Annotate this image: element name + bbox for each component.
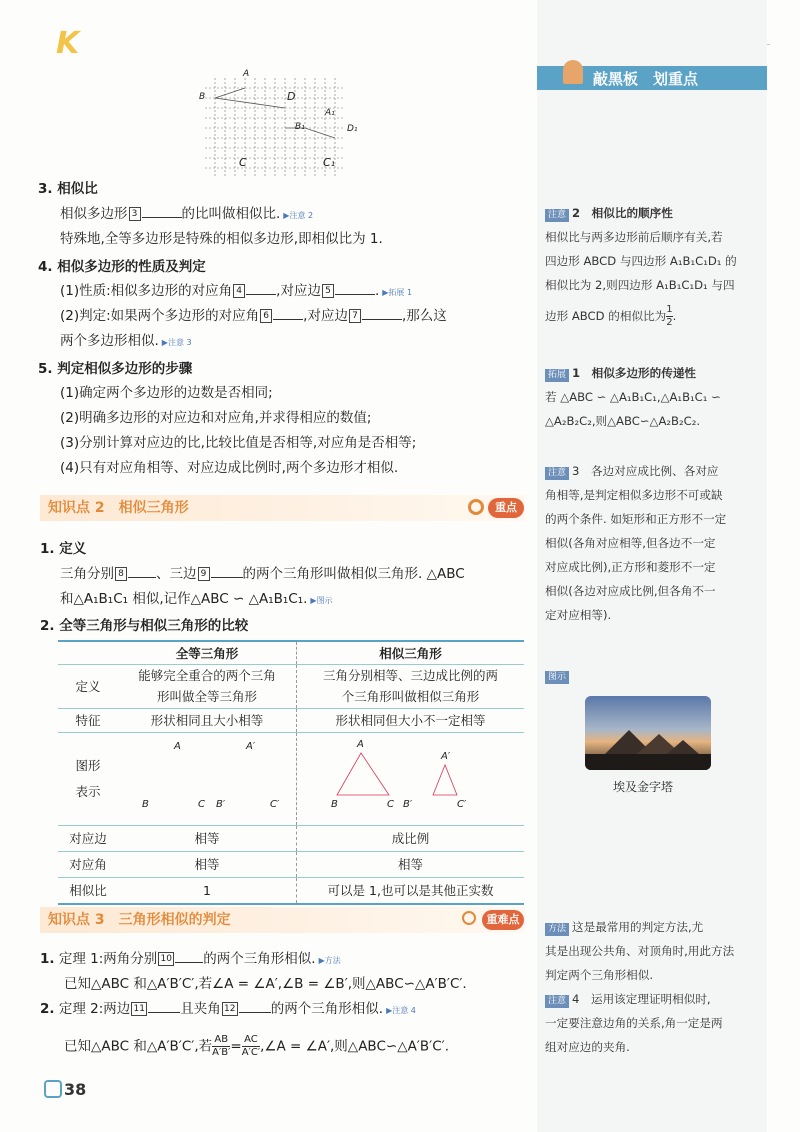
sm-label-c2: C′ [457,798,467,810]
fraction-one-half-den: 2 [666,317,673,328]
kp2-def-line2 [60,590,333,610]
pyramids-image [585,696,711,770]
kp3-title: 知识点 3 三角形相似的判定 [48,912,231,928]
note3-line1 [545,460,719,482]
method-line1 [545,916,703,938]
ext1-line2: △A₂B₂C₂,则△ABC∽△A₂B₂C₂. [545,414,701,428]
note2-line3: 相似比为 2,则四边形 A₁B₁C₁D₁ 与四 [545,278,735,292]
method-tag[interactable]: ▶方法 [318,956,341,965]
equals-sign: = [230,1038,242,1055]
similar-figure [297,733,523,825]
kp3-t2-num: 2. [40,1001,55,1017]
blank-6[interactable] [273,307,303,320]
sec4-line2 [60,307,447,326]
note-tag[interactable]: ▶注意 3 [161,338,192,347]
extend-tag[interactable]: ▶拓展 1 [382,288,413,297]
blank-12[interactable] [239,1000,271,1013]
row-label-side: 对应边 [69,831,107,846]
blank-number-5: 5 [322,284,334,298]
method-line3: 判定两个三角形相似. [545,968,654,982]
cell-side-congruent: 相等 [194,831,220,846]
target-icon [468,499,484,515]
method-l1: 这是最常用的判定方法,尤 [572,920,704,934]
blank-number-4: 4 [233,284,245,298]
cell-feat-congruent: 形状相同且大小相等 [150,713,264,728]
sec3-text-a: 相似多边形 [60,206,128,222]
cell-angle-similar: 相等 [297,851,525,877]
note2-l4a: 边形 ABCD 的相似比为 [545,309,667,323]
blank-5[interactable] [335,282,375,295]
ext1-line1: 若 △ABC ∽ △A₁B₁C₁,△A₁B₁C₁ ∽ [545,390,721,404]
cg-label-a: A [174,740,181,752]
kp2-def-title: 定义 [59,541,87,557]
def2-line-b: 个三角形叫做相似三角形 [341,689,480,704]
sm-label-c: C [387,798,394,810]
sec4-line1 [60,282,412,302]
fraction-ab [212,1034,230,1059]
kp3-theorem2 [40,1000,416,1020]
blank-7[interactable] [362,307,402,320]
note4-line3: 组对应边的夹角. [545,1040,630,1054]
cell-def-congruent [118,664,297,708]
pyramids-caption: 埃及金字塔 [613,780,674,794]
sec5-step2: (2)明确多边形的对应边和对应角,并求得相应的数值; [60,410,372,426]
note3-l1: 3 各边对应成比例、各对应 [572,464,719,478]
note2-line2: 四边形 ABCD 与四边形 A₁B₁C₁D₁ 的 [545,254,737,268]
kp3-t2b: 且夹角 [180,1001,221,1017]
fraction-ac [242,1034,260,1059]
grid-label-c1: C₁ [323,156,336,169]
blank-9[interactable] [211,565,243,578]
cell-feat-similar: 形状相同但大小不一定相等 [297,708,525,732]
kp3-t2-l2a: 已知△ABC 和△A′B′C′,若 [64,1038,213,1055]
sec5-step1: (1)确定两个多边形的边数是否相同; [60,385,273,401]
note3-line5: 对应成比例),正方形和菱形不一定 [545,560,716,574]
note-icon-tag: 注意 [545,995,569,1008]
kp2-compare-num: 2. [40,618,55,634]
note-tag[interactable]: ▶注意 2 [283,211,314,220]
kp2-def-line1 [60,565,465,584]
kp2-d1c: 的两个三角形叫做相似三角形. △ABC [242,566,465,582]
fraction-ab-den: A′B′ [212,1047,231,1058]
comparison-table-grid [58,642,524,903]
page-number-icon [44,1080,62,1098]
sec4-l1c: . [374,283,380,299]
blank-number-3: 3 [129,207,141,221]
cell-figure-congruent [118,732,297,825]
table-bottom-rule [58,903,524,905]
note-icon-tag: 注意 [545,467,569,480]
cg-label-c2: C′ [270,798,280,810]
sec3-text-b: 的比叫做相似比. [181,206,281,222]
note-tag[interactable]: ▶注意 4 [386,1006,416,1015]
kp3-t2-l2b: ,∠A = ∠A′,则△ABC∽△A′B′C′. [260,1038,449,1055]
search-icon [462,911,476,925]
grid-figure [199,69,358,178]
method-line2: 其是出现公共角、对顶角时,用此方法 [545,944,735,958]
sm-label-a2: A′ [441,750,451,762]
note2-line4 [545,304,676,329]
note4-line1 [545,988,711,1010]
note4-line2: 一定要注意边角的关系,角一定是两 [545,1016,723,1030]
row-label-figure [58,732,118,825]
sec4-l2c: ,那么这 [401,308,447,324]
sm-label-b2: B′ [403,798,413,810]
key-point-badge: 重点 [488,498,524,518]
sec3-heading [38,180,98,199]
blank-8[interactable] [128,565,156,578]
blank-number-6: 6 [260,309,272,323]
sec5-title: 判定相似多边形的步骤 [57,361,193,377]
similar-triangles-svg [297,733,523,825]
grid-label-a: A [243,69,250,79]
kp3-theorem2-example [64,1034,449,1059]
kp3-t1b: 的两个三角形相似. [203,951,316,967]
ext1-title-line [545,362,696,384]
extend-icon-tag: 拓展 [545,369,569,382]
kp2-d1a: 三角分别 [60,566,114,582]
th-congruent: 全等三角形 [175,645,239,661]
note2-title-line [545,202,673,224]
sec5-heading [38,360,192,379]
th-similar: 相似三角形 [297,642,525,664]
cell-ratio-similar: 可以是 1,也可以是其他正实数 [297,877,525,903]
kp2-def-heading [40,540,86,559]
sec5-step4: (4)只有对应角相等、对应边成比例时,两个多边形才相似. [60,460,399,476]
blank-number-7: 7 [349,309,361,323]
kp2-d1b: 、三边 [156,566,197,582]
sec4-title: 相似多边形的性质及判定 [57,259,206,275]
row-label-figure-b: 表示 [75,783,101,799]
congruent-figure [118,733,296,825]
sec4-l1b: ,对应边 [276,283,321,299]
grid-label-d1: D₁ [347,124,358,134]
figure-tag[interactable]: ▶图示 [310,596,333,605]
cg-label-b2: B′ [216,798,226,810]
kp2-def-num: 1. [40,541,55,557]
pyramids-svg [585,696,711,770]
figure-icon-tag: 图示 [545,671,569,684]
sec4-num: 4. [38,259,53,275]
sec4-l3: 两个多边形相似. [60,333,159,349]
cell-ratio-congruent: 1 [203,882,211,898]
blank-3[interactable] [142,205,182,218]
kp3-t2a: 定理 2:两边 [58,1001,131,1017]
sec4-heading [38,258,206,277]
ext1-title: 1 相似多边形的传递性 [572,366,697,380]
grid-label-c: C [239,156,247,169]
row-label-ratio: 相似比 [69,883,107,899]
blank-number-8: 8 [115,567,127,581]
hard-point-badge: 重难点 [482,910,524,930]
row-label-def: 定义 [75,679,101,694]
sec3-title: 相似比 [57,181,98,197]
sm-label-a: A [357,738,364,750]
grid-label-b: B [199,92,206,102]
kp3-theorem1-example: 已知△ABC 和△A′B′C′,若∠A = ∠A′,∠B = ∠B′,则△ABC∽△A′B′C′. [64,976,467,992]
method-icon-tag: 方法 [545,923,569,936]
row-label-angle: 对应角 [69,857,107,872]
kp3-t2c: 的两个三角形相似. [270,1001,384,1017]
grid-label-a1: A₁ [325,108,335,118]
kp2-compare-heading [40,617,248,636]
sec4-l2b: ,对应边 [303,308,348,324]
blank-number-11: 11 [131,1002,147,1016]
cg-label-c: C [198,798,205,810]
cell-def-similar [297,664,525,708]
fraction-one-half-num: 1 [666,304,673,315]
grid-label-b1: B₁ [295,122,305,132]
kp2-compare-title: 全等三角形与相似三角形的比较 [59,618,249,634]
blank-10[interactable] [175,950,203,963]
blank-4[interactable] [246,282,276,295]
sec3-line2: 特殊地,全等多边形是特殊的相似多边形,即相似比为 1. [60,231,383,247]
kp3-t1-num: 1. [40,951,55,967]
blank-number-9: 9 [198,567,210,581]
sm-label-b: B [331,798,338,810]
note3-line4: 相似(各角对应相等,但各边不一定 [545,536,716,550]
note3-line7: 定对应相等). [545,608,612,622]
cell-side-similar: 成比例 [297,825,525,851]
sec4-l1a: (1)性质:相似多边形的对应角 [60,283,233,299]
logo-mark: K [56,26,80,61]
note2-title: 2 相似比的顺序性 [572,206,673,220]
teacher-icon [563,60,583,84]
cg-label-b: B [142,798,149,810]
fraction-ab-num: AB [212,1034,230,1047]
page-number: 38 [64,1080,87,1099]
kp3-theorem1 [40,950,341,970]
grid-label-d: D [287,90,296,103]
sec4-line3 [60,332,192,352]
cg-label-a2: A′ [246,740,256,752]
cell-figure-similar [297,732,525,825]
def2-line-a: 三角分别相等、三边成比例的两 [322,668,498,683]
kp2-title: 知识点 2 相似三角形 [48,500,189,516]
note4-l1: 4 运用该定理证明相似时, [572,992,711,1006]
note3-line2: 角相等,是判定相似多边形不可或缺 [545,488,723,502]
note3-line3: 的两个条件. 如矩形和正方形不一定 [545,512,727,526]
blank-number-12: 12 [222,1002,238,1016]
blank-11[interactable] [148,1000,180,1013]
sec3-line1 [60,205,313,225]
fraction-ac-num: AC [242,1034,260,1047]
sidebar-banner-title: 敲黑板 划重点 [593,70,699,88]
note3-line6: 相似(各边对应成比例,但各角不一 [545,584,716,598]
row-label-feature: 特征 [75,713,101,728]
kp3-t1a: 定理 1:两角分别 [58,951,158,967]
blank-number-10: 10 [158,952,174,966]
sec5-num: 5. [38,361,53,377]
def1-line-b: 形叫做全等三角形 [156,689,257,704]
note2-l4b: . [672,309,677,323]
fraction-ac-den: A′C′ [241,1047,261,1058]
note-icon-tag: 注意 [545,209,569,222]
sec5-step3: (3)分别计算对应边的比,比较比值是否相等,对应角是否相等; [60,435,417,451]
table-top-rule [58,640,524,642]
cell-angle-congruent: 相等 [194,857,220,872]
sec3-num: 3. [38,181,53,197]
sec4-l2a: (2)判定:如果两个多边形的对应角 [60,308,260,324]
def1-line-a: 能够完全重合的两个三角 [138,668,276,683]
sidebar [537,0,767,1132]
comparison-table [58,640,524,905]
figure-tag-line [545,664,572,686]
kp2-d2: 和△A₁B₁C₁ 相似,记作△ABC ∽ △A₁B₁C₁. [60,591,308,607]
row-label-figure-a: 图形 [75,757,101,773]
note2-line1: 相似比与两多边形前后顺序有关,若 [545,230,723,244]
